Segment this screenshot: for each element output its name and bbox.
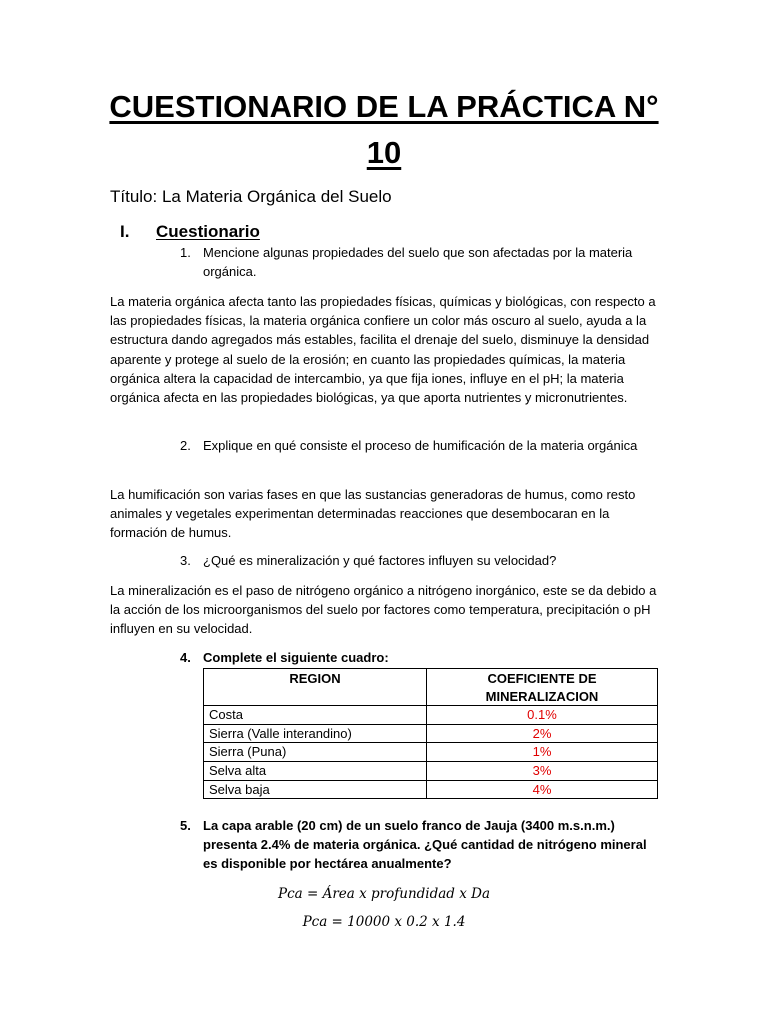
region-cell: Sierra (Valle interandino) (204, 724, 427, 743)
question-1 (180, 243, 660, 281)
answer-1: La materia orgánica afecta tanto las propiedades físicas, químicas y biológicas, con respecto a las propiedades físicas, la materia orgánica confiere un color más oscuro al suelo, ayuda a la estructura dando agregados más estables, facilita el drenaje del suelo, disminuye la densidad aparente y protege al suelo de la erosión; en cuanto las propiedades químicas, la materia orgánica altera la capacidad de intercambio, ya que fija iones, influye en el pH; la materia orgánica afecta en las propiedades biológicas, ya que aporta nutrientes y micronutrientes. (110, 294, 656, 406)
question-5 (180, 816, 660, 873)
mineralization-table (203, 668, 658, 799)
table-row (204, 780, 658, 799)
question-text: Complete el siguiente cuadro: (203, 650, 389, 665)
question-text: Explique en qué consiste el proceso de humificación de la materia orgánica (203, 438, 638, 453)
question-number: 2. (180, 438, 191, 453)
section-label: Cuestionario (156, 222, 260, 241)
answer-2: La humificación son varias fases en que las sustancias generadoras de humus, como resto animales y vegetales experimentan determinadas reacciones que desembocaran en la formación de humus. (110, 487, 636, 541)
document-subtitle: Título: La Materia Orgánica del Suelo (110, 187, 392, 206)
table-header-row (204, 669, 658, 706)
coefficient-cell: 0.1% (427, 706, 658, 725)
question-number: 4. (180, 650, 191, 665)
question-number: 3. (180, 553, 191, 568)
question-text: ¿Qué es mineralización y qué factores influyen su velocidad? (203, 553, 557, 568)
coefficient-cell: 3% (427, 761, 658, 780)
question-number: 1. (180, 245, 191, 260)
title-line-1: CUESTIONARIO DE LA PRÁCTICA N° (109, 89, 659, 124)
region-cell: Selva alta (204, 761, 427, 780)
region-cell: Sierra (Puna) (204, 743, 427, 762)
table-row (204, 743, 658, 762)
table-header-coefficient: COEFICIENTE DE MINERALIZACION (427, 669, 658, 706)
question-4 (180, 648, 660, 667)
answer-3: La mineralización es el paso de nitrógeno orgánico a nitrógeno inorgánico, este se da debido a la acción de los microorganismos del suelo por factores como temperatura, precipitación o pH influyen en su velocidad. (110, 583, 657, 637)
formula-1: Pca = Área x profundidad x Da (278, 886, 490, 902)
title-line-2: 10 (366, 135, 402, 170)
coefficient-cell: 2% (427, 724, 658, 743)
coefficient-cell: 4% (427, 780, 658, 799)
table-row (204, 706, 658, 725)
table-row (204, 724, 658, 743)
formula-2: Pca = 10000 x 0.2 x 1.4 (302, 914, 466, 930)
question-2 (180, 436, 660, 455)
question-number: 5. (180, 818, 191, 833)
region-cell: Selva baja (204, 780, 427, 799)
question-text: Mencione algunas propiedades del suelo que son afectadas por la materia orgánica. (203, 245, 633, 279)
table-header-region: REGION (204, 669, 427, 706)
coefficient-cell: 1% (427, 743, 658, 762)
section-heading (120, 220, 260, 244)
question-text: La capa arable (20 cm) de un suelo franco de Jauja (3400 m.s.n.m.) presenta 2.4% de materia orgánica. ¿Qué cantidad de nitrógeno mineral es disponible por hectárea anualmente? (203, 818, 647, 871)
question-3 (180, 551, 660, 570)
document-title (100, 84, 668, 176)
region-cell: Costa (204, 706, 427, 725)
table-row (204, 761, 658, 780)
section-number: I. (120, 222, 130, 241)
